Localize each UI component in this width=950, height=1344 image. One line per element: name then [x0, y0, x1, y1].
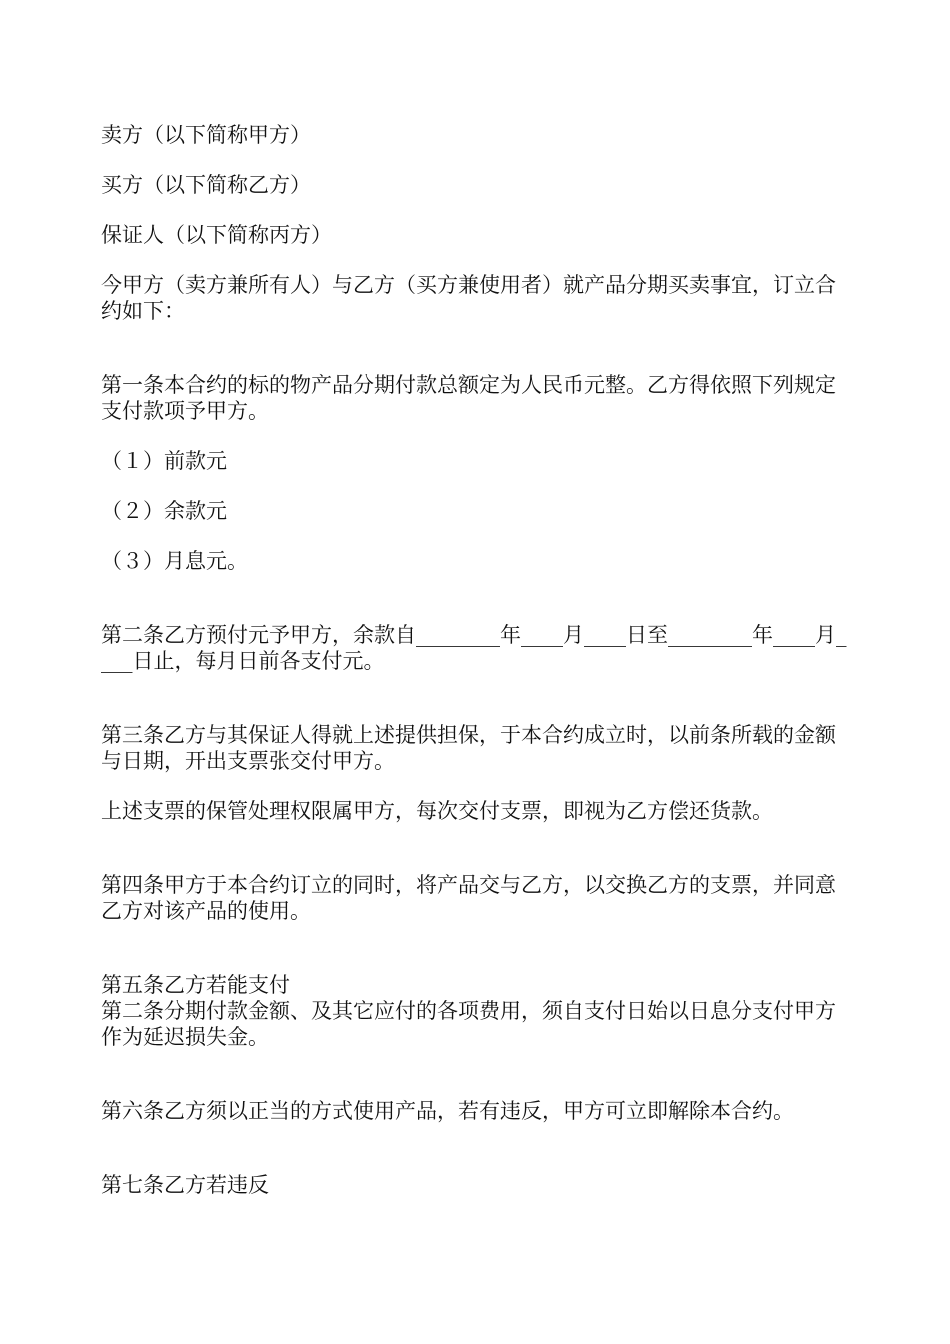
article-7-paragraph: 第七条乙方若违反 — [101, 1173, 269, 1197]
article-1-item-2: （２）余款元 — [101, 499, 227, 523]
article-2-paragraph: 第二条乙方预付元予甲方，余款自________年____月____日至________年____月____日止，每月日前各支付元。 — [101, 623, 847, 673]
article-1-item-3: （３）月息元。 — [101, 549, 248, 573]
article-3-paragraph: 第三条乙方与其保证人得就上述提供担保，于本合约成立时，以前条所载的金额与日期，开出支票张交付甲方。 — [101, 723, 836, 773]
article-6-paragraph: 第六条乙方须以正当的方式使用产品，若有违反，甲方可立即解除本合约。 — [101, 1099, 794, 1123]
buyer-line: 买方（以下简称乙方） — [101, 173, 311, 197]
article-3-note: 上述支票的保管处理权限属甲方，每次交付支票，即视为乙方偿还货款。 — [101, 799, 773, 823]
seller-line: 卖方（以下简称甲方） — [101, 123, 311, 147]
article-4-paragraph: 第四条甲方于本合约订立的同时，将产品交与乙方，以交换乙方的支票，并同意乙方对该产品的使用。 — [101, 873, 836, 923]
article-1-item-1: （１）前款元 — [101, 449, 227, 473]
document-body — [101, 122, 856, 1198]
article-5-paragraph: 第二条分期付款金额、及其它应付的各项费用，须自支付日始以日息分支付甲方作为延迟损失金。 — [101, 999, 836, 1049]
article-5-heading: 第五条乙方若能支付 — [101, 973, 290, 997]
article-1-paragraph: 第一条本合约的标的物产品分期付款总额定为人民币元整。乙方得依照下列规定支付款项予甲方。 — [101, 373, 836, 423]
guarantor-line: 保证人（以下简称丙方） — [101, 223, 332, 247]
preamble-paragraph: 今甲方（卖方兼所有人）与乙方（买方兼使用者）就产品分期买卖事宜，订立合约如下： — [101, 273, 836, 323]
